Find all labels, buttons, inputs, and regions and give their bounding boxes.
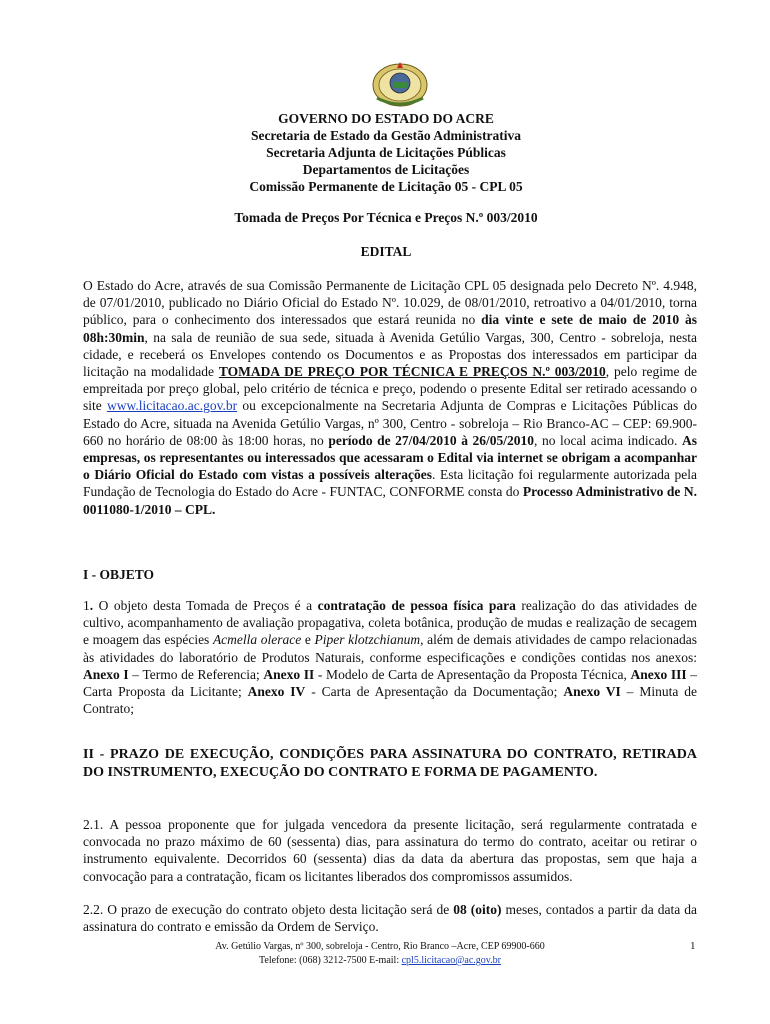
header-line-secretariat: Secretaria de Estado da Gestão Administrativa <box>250 128 522 143</box>
section-prazo-title: II - PRAZO DE EXECUÇÃO, CONDIÇÕES PARA ASSINATURA DO CONTRATO, RETIRADA DO INSTRUMENTO, EXECUÇÃO DO CONTRATO E FORMA DE PAGAMENTO. <box>83 747 697 780</box>
page-number: 1 <box>690 940 696 952</box>
species-name: Piper klotzchianum <box>314 632 421 648</box>
text-run: – Termo de Referencia; <box>128 666 264 682</box>
edital-heading: EDITAL <box>360 244 412 259</box>
text-run: , na sala de reunião de sua sede, situada à Avenida Getúlio Vargas, 300, Centro - sobreloja, nesta cidade, e receberá os Envelopes contendo os Documentos e as Propostas dos interessados em participar da licitação na modalidade <box>83 329 697 380</box>
annex-label: Anexo IV <box>247 684 306 700</box>
text-run: contratação de pessoa física para <box>317 598 516 613</box>
process-number: Processo Administrativo de N. 0011080-1/2010 – CPL. <box>83 484 697 517</box>
text-run: O Estado do Acre, através de sua Comissão Permanente de Licitação CPL 05 designada pelo Decreto Nº. 4.948, de 07/01/2010, publicado no Diário Oficial do Estado Nº. 10.029, de 08/01/2010, retroativo a 04/01/2010, torna público, para o conhecimento dos interessados que estará reunida no <box>83 278 697 328</box>
text-run: ou excepcionalmente na Secretaria Adjunta de Compras e Licitações Públicas do Estado do Acre, situada na Avenida Getúlio Vargas, nº 300, Centro - sobreloja – Rio Branco-AC – CEP: 69.900-660 no horário de 08:00 às 18:00 horas, no <box>83 398 697 448</box>
intro-paragraph <box>83 277 697 518</box>
tender-title: Tomada de Preços Por Técnica e Preços N.º 003/2010 <box>234 210 538 225</box>
annex-label: Anexo III <box>630 666 687 682</box>
text-run: , além de demais atividades de campo relacionadas às atividades do laboratório de Produtos Naturais, conforme especificações e condições contidas nos anexos: <box>83 632 698 665</box>
footer-contact <box>160 954 600 968</box>
header-line-departments: Departamentos de Licitações <box>302 162 470 177</box>
text-run: meses, contados a partir da data da assinatura do contrato e emissão da Ordem de Serviço. <box>83 902 697 935</box>
text-run: 2.2. O prazo de execução do contrato objeto desta licitação será de <box>83 902 454 917</box>
annex-label: Anexo I <box>83 666 129 682</box>
clause-2-2 <box>83 901 697 935</box>
modality-title: TOMADA DE PREÇO POR TÉCNICA E PREÇOS N.º 003/2010 <box>218 364 606 380</box>
text-run: e <box>301 632 315 648</box>
licitacao-website-link[interactable]: www.licitacao.ac.gov.br <box>106 398 238 414</box>
text-run: O objeto desta Tomada de Preços é a <box>98 598 318 613</box>
header-line-commission: Comissão Permanente de Licitação 05 - CPL 05 <box>249 179 523 194</box>
period-dates: período de 27/04/2010 à 26/05/2010 <box>328 432 535 448</box>
text-run: – Carta Proposta da Licitante; <box>83 666 698 700</box>
duration-value: 08 (oito) <box>453 902 502 917</box>
meeting-date: dia vinte e sete de maio de 2010 às 08h:30min <box>83 312 697 345</box>
annex-label: Anexo VI <box>563 684 621 700</box>
page-footer <box>160 940 600 968</box>
text-run: , no local acima indicado. <box>534 432 682 448</box>
state-coat-of-arms-icon <box>371 60 429 108</box>
header-line-government: GOVERNO DO ESTADO DO ACRE <box>278 111 494 126</box>
text-run: - Carta de Apresentação da Documentação; <box>305 684 564 700</box>
footer-address: Av. Getúlio Vargas, nº 300, sobreloja - Centro, Rio Branco –Acre, CEP 69900-660 <box>215 941 545 952</box>
clause-2-1: 2.1. A pessoa proponente que for julgada vencedora da presente licitação, será regularmente contratada e convocada no prazo máximo de 60 (sessenta) dias, para assinatura do termo do contrato, aceitar ou retirar o instrumento equivalente. Decorridos 60 (sessenta) dias da data da abertura das propostas, sem que haja a convocação para a contratação, ficam os licitantes liberados dos compromissos assumidos. <box>83 817 697 884</box>
text-run: 1 <box>83 598 90 613</box>
objeto-paragraph <box>83 597 697 717</box>
text-run: realização do das atividades de cultivo, acompanhamento de avaliação propagativa, coleta botânica, produção de mudas e realização de secagem e moagem das espécies <box>83 598 697 648</box>
header-line-adjunct-secretariat: Secretaria Adjunta de Licitações Públicas <box>266 145 506 160</box>
text-run: – Minuta de Contrato; <box>83 684 697 717</box>
text-run: , pelo regime de empreitada por preço global, pelo critério de técnica e preço, podendo o presente Edital ser retirado acessando o site <box>83 364 697 414</box>
text-run: - Modelo de Carta de Apresentação da Proposta Técnica, <box>314 666 631 682</box>
text-run: . Esta licitação foi regularmente autorizada pela Fundação de Tecnologia do Estado do Acre - FUNTAC, CONFORME consta do <box>83 467 697 500</box>
footer-email-link[interactable]: cpl5.licitacao@ac.gov.br <box>401 955 501 966</box>
footer-phone: Telefone: (068) 3212-7500 E-mail: <box>259 955 402 966</box>
document-header <box>80 110 692 195</box>
text-run: . <box>89 598 99 613</box>
section-objeto-title: I - OBJETO <box>83 567 155 582</box>
species-name: Acmella olerace <box>212 632 302 648</box>
annex-label: Anexo II <box>263 666 315 682</box>
companies-notice: As empresas, os representantes ou interessados que acessaram o Edital via internet se obrigam a acompanhar o Diário Oficial do Estado com vistas a possíveis alterações <box>83 432 698 483</box>
